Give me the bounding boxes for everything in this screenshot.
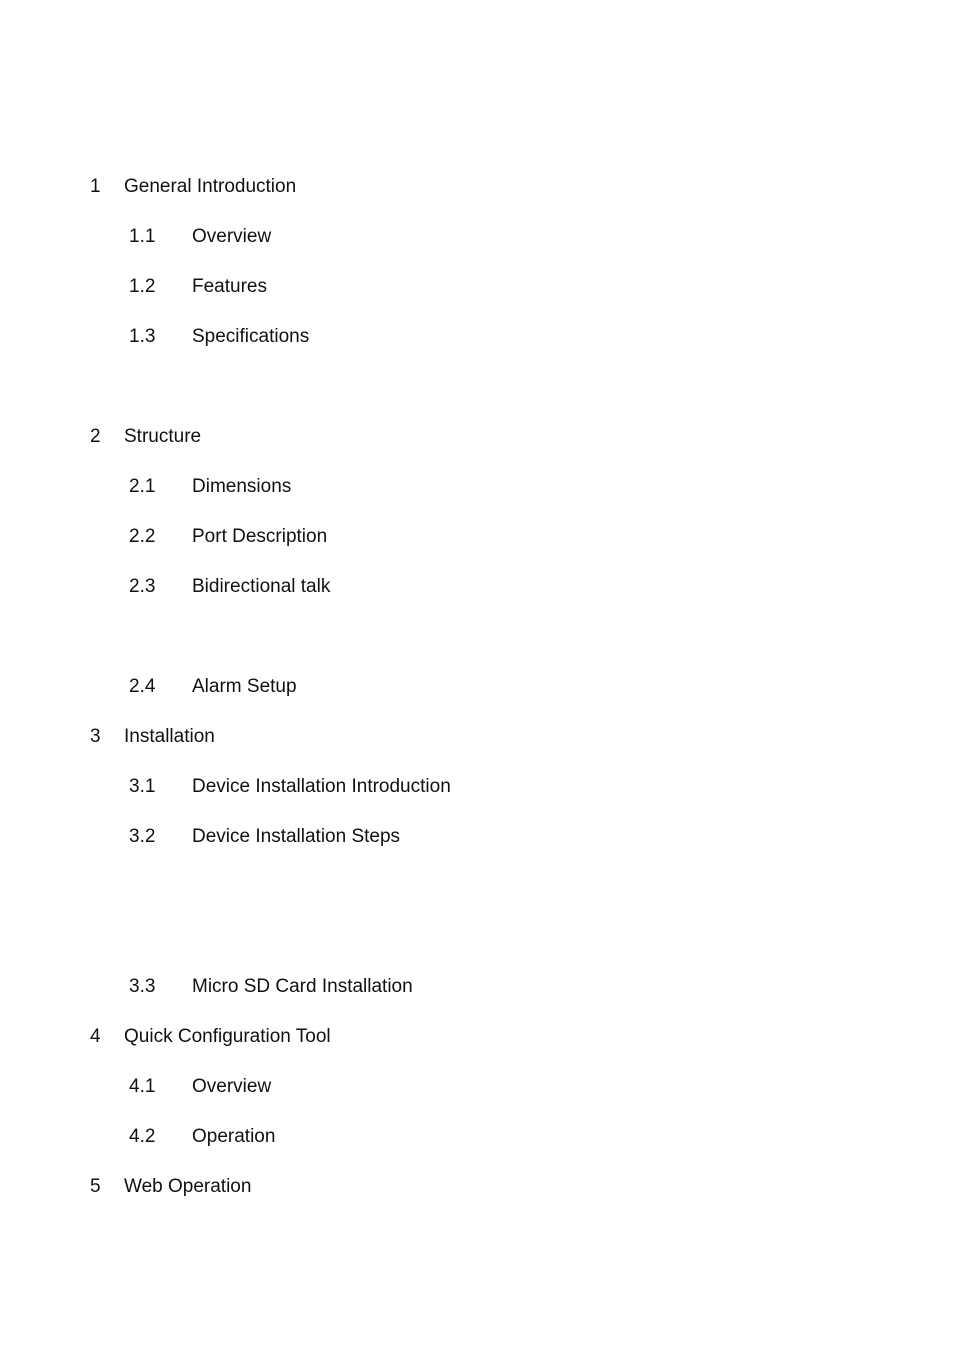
toc-number: 3.3 xyxy=(129,976,156,997)
toc-title: Features xyxy=(192,276,267,297)
toc-title: Structure xyxy=(124,426,202,447)
toc-number: 4 xyxy=(90,1026,101,1047)
toc-number: 3.1 xyxy=(129,776,156,797)
toc-title: Quick Configuration Tool xyxy=(124,1026,331,1047)
toc-number: 2 xyxy=(90,426,101,447)
toc-number: 1.2 xyxy=(129,276,156,297)
toc-number: 4.1 xyxy=(129,1076,156,1097)
toc-title: Alarm Setup xyxy=(192,676,297,697)
toc-number: 1 xyxy=(90,176,101,197)
toc-number: 4.2 xyxy=(129,1126,156,1147)
toc-title: Operation xyxy=(192,1126,276,1147)
toc-title: Overview xyxy=(192,226,272,247)
toc-number: 2.2 xyxy=(129,526,156,547)
toc-number: 2.3 xyxy=(129,576,156,597)
toc-number: 3 xyxy=(90,726,101,747)
toc-number: 1.1 xyxy=(129,226,156,247)
toc-title: Device Installation Steps xyxy=(192,826,401,847)
toc-number: 2.1 xyxy=(129,476,156,497)
toc-title: Installation xyxy=(124,726,215,747)
toc-title: Overview xyxy=(192,1076,272,1097)
toc-number: 3.2 xyxy=(129,826,156,847)
toc-title: Device Installation Introduction xyxy=(192,776,451,797)
toc-title: General Introduction xyxy=(124,176,297,197)
toc-title: Port Description xyxy=(192,526,328,547)
toc-title: Bidirectional talk xyxy=(192,576,331,597)
toc-number: 2.4 xyxy=(129,676,156,697)
toc-title: Specifications xyxy=(192,326,310,347)
toc-title: Dimensions xyxy=(192,476,292,497)
toc-number: 1.3 xyxy=(129,326,156,347)
toc-title: Web Operation xyxy=(124,1176,252,1197)
toc-title: Micro SD Card Installation xyxy=(192,976,413,997)
toc-number: 5 xyxy=(90,1176,101,1197)
